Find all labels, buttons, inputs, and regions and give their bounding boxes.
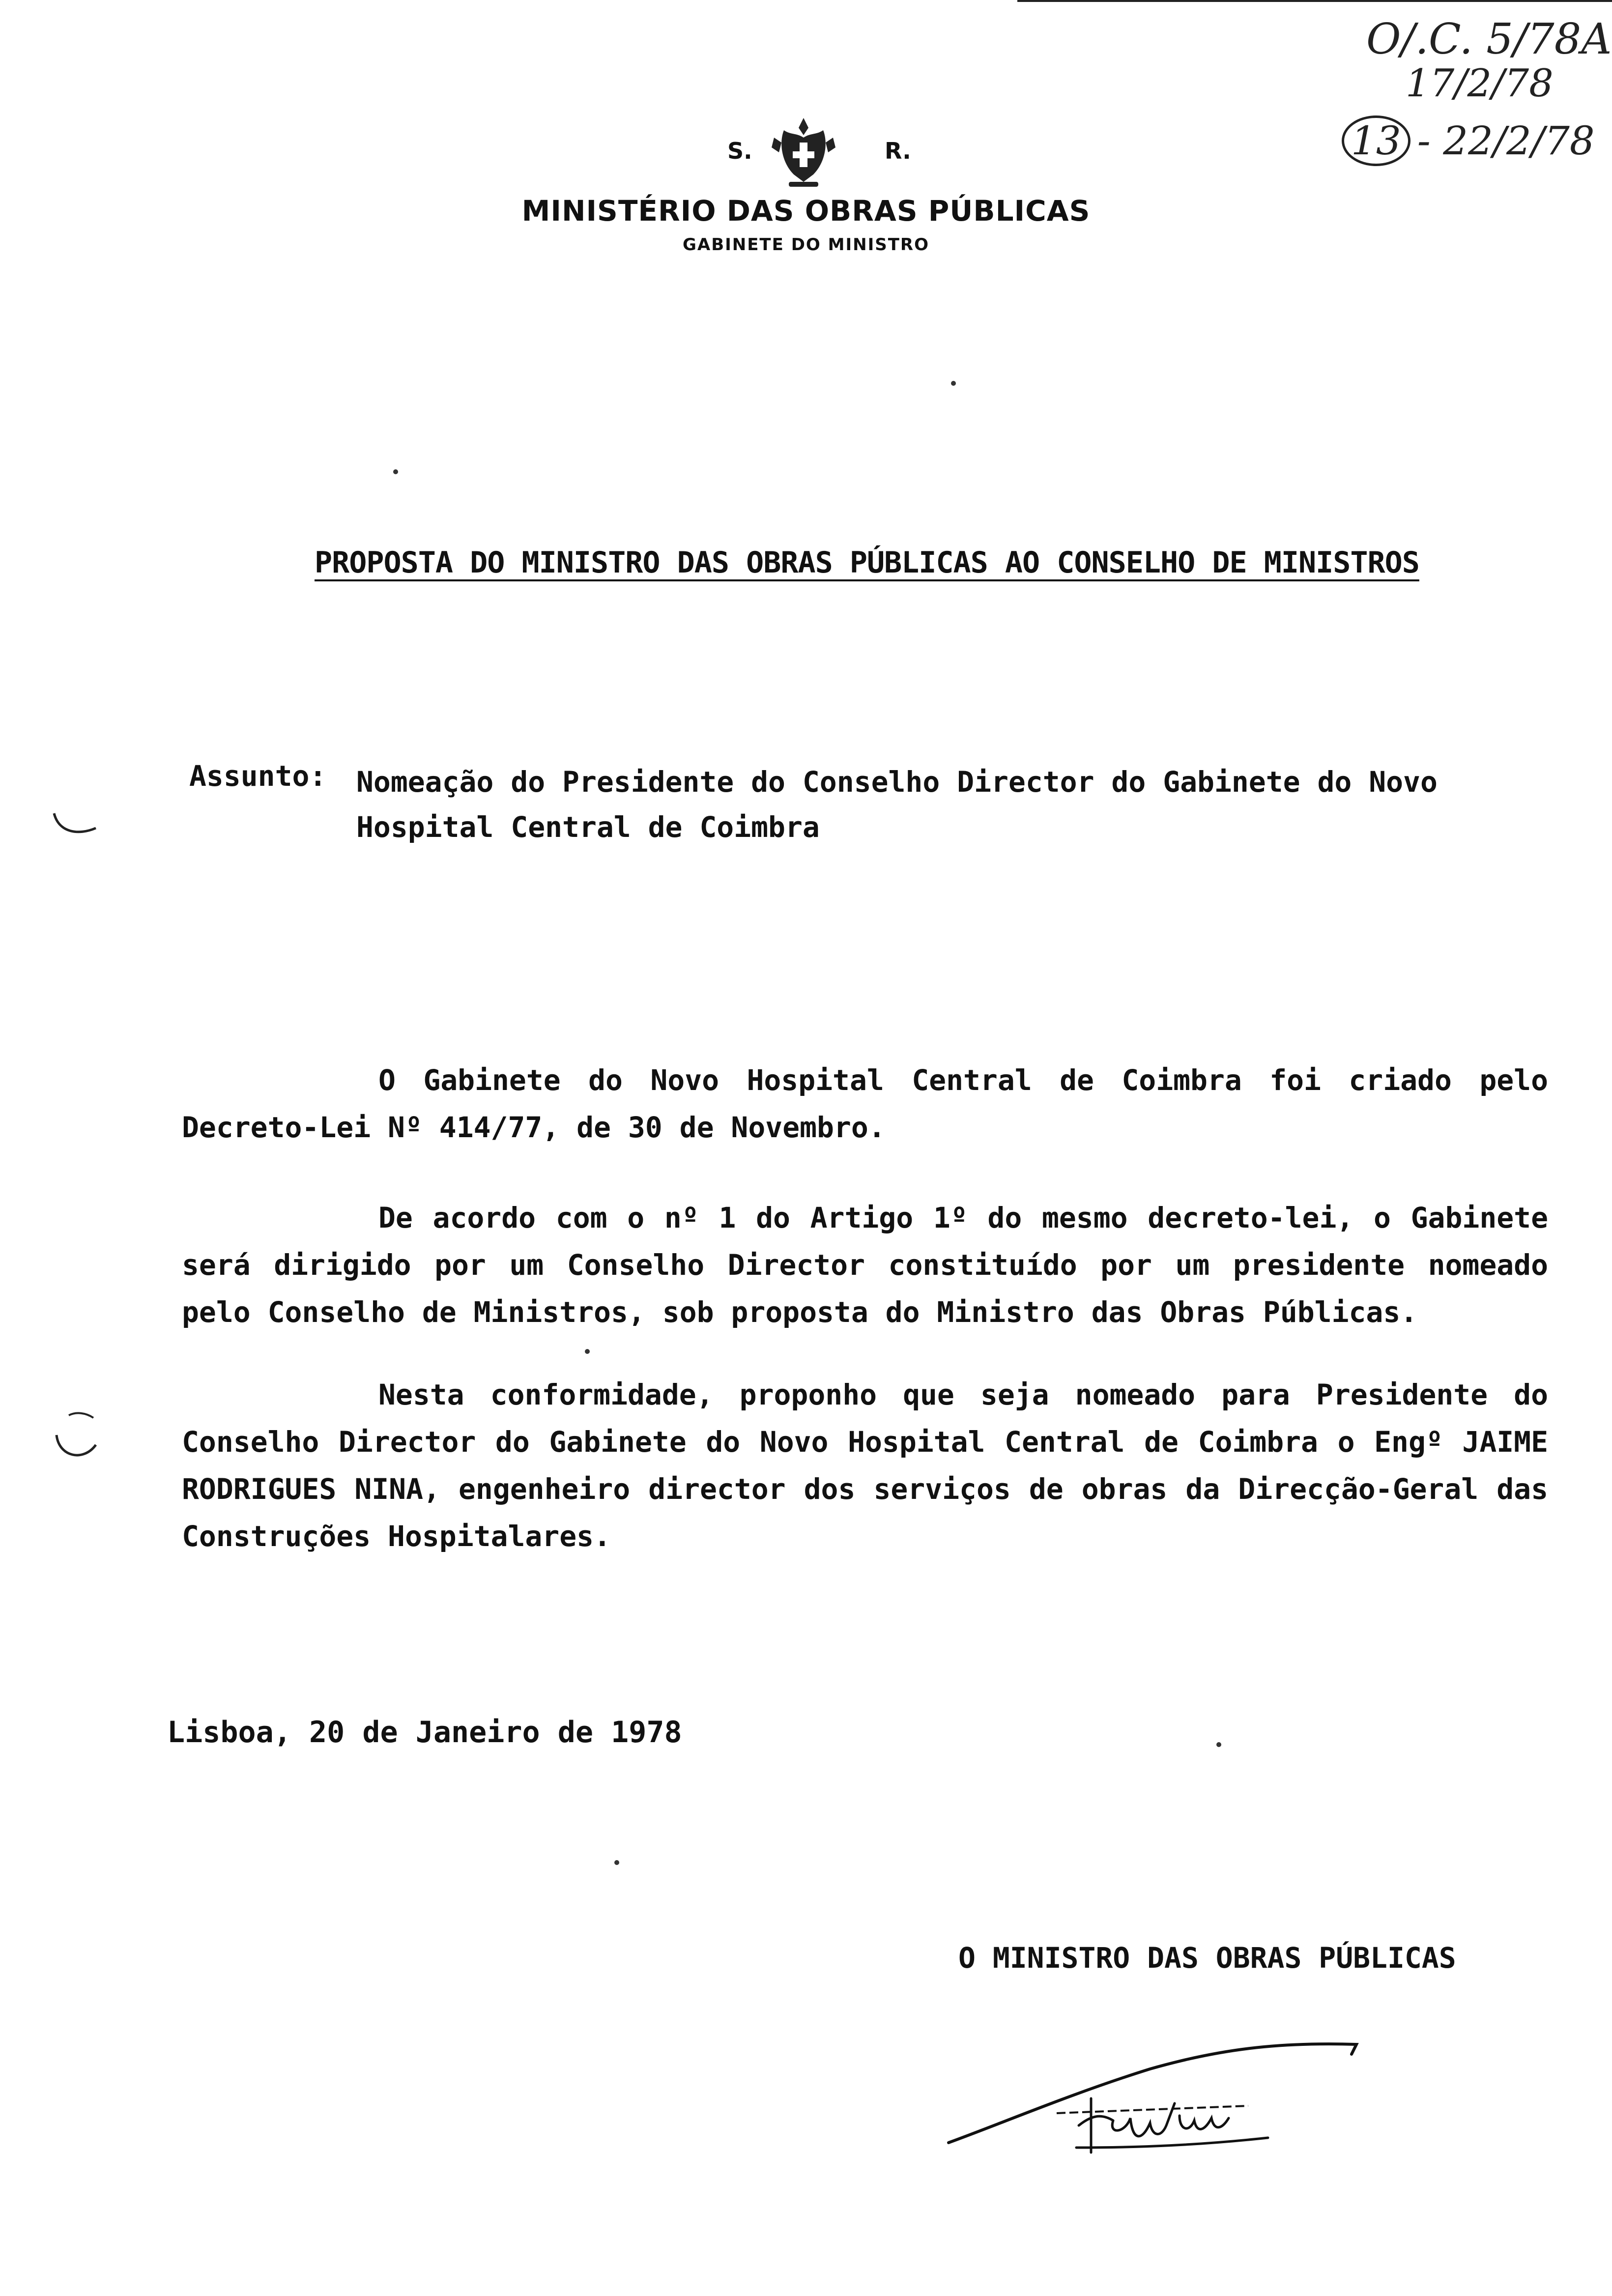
margin-mark — [49, 806, 103, 850]
subject-text: Nomeação do Presidente do Conselho Director do Gabinete do Novo Hospital Central de Coimbra — [356, 765, 1438, 844]
handwritten-reference: O/.C. 5/78A — [1366, 15, 1612, 64]
handwritten-signature — [944, 2000, 1386, 2162]
scan-speck — [951, 381, 956, 386]
cabinet-name: GABINETE DO MINISTRO — [682, 235, 930, 255]
scan-speck — [1216, 1742, 1221, 1747]
coat-of-arms-icon — [764, 108, 843, 192]
document-title: PROPOSTA DO MINISTRO DAS OBRAS PÚBLICAS AO CONSELHO DE MINISTROS — [315, 545, 1419, 580]
signer-title: O MINISTRO DAS OBRAS PÚBLICAS — [958, 1941, 1456, 1975]
scan-speck — [393, 469, 398, 474]
ministry-name: MINISTÉRIO DAS OBRAS PÚBLICAS — [521, 194, 1091, 228]
letterhead-r: R. — [885, 138, 911, 164]
handwritten-entry — [1342, 115, 1595, 166]
body-paragraph-2: De acordo com o nº 1 do Artigo 1º do mesmo decreto-lei, o Gabinete será dirigido por um Conselho Director constituído por um presidente nomeado pelo Conselho de Ministros, sob proposta do Ministro das Obras Públicas. — [182, 1201, 1548, 1329]
letterhead-s: S. — [727, 138, 752, 164]
body-paragraph-3: Nesta conformidade, proponho que seja nomeado para Presidente do Conselho Director do Gabinete do Novo Hospital Central de Coimbra o Engº JAIME RODRIGUES NINA, engenheiro director dos serviços de obras da Direcção-Geral das Construções Hospitalares. — [182, 1378, 1548, 1553]
circled-number: 13 — [1342, 115, 1410, 166]
top-border-line — [1017, 0, 1612, 2]
place-and-date: Lisboa, 20 de Janeiro de 1978 — [167, 1715, 682, 1750]
scan-speck — [585, 1349, 590, 1354]
body-paragraph-1: O Gabinete do Novo Hospital Central de Coimbra foi criado pelo Decreto-Lei Nº 414/77, de 30 de Novembro. — [182, 1063, 1548, 1144]
subject-label: Assunto: — [189, 759, 327, 793]
handwritten-date: 17/2/78 — [1406, 61, 1554, 106]
scan-speck — [614, 1860, 619, 1865]
handwritten-entry-date: - 22/2/78 — [1417, 118, 1595, 164]
margin-mark — [49, 1406, 103, 1469]
